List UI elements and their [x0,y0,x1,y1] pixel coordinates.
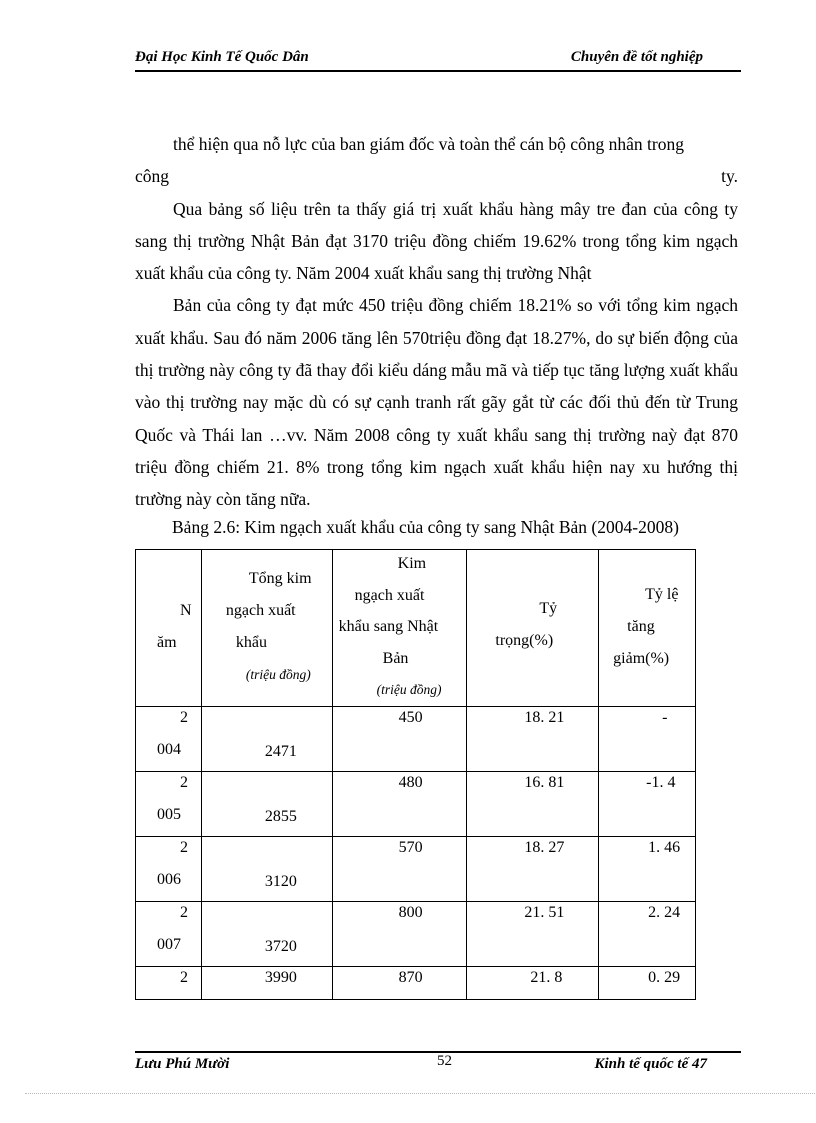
header-japan-line-1: Kim [397,555,427,572]
header-rule [135,70,741,72]
header-japan-line-2: ngạch xuất [354,587,425,604]
footer-author: Lưu Phú Mười [135,1056,230,1072]
paragraph-1-line-2 [135,160,738,192]
table-header-row [136,550,696,707]
cell-total [201,837,332,902]
cell-share [467,837,599,902]
cell-year [136,967,202,1000]
total-value: 2471 [264,743,297,760]
cell-year [136,902,202,967]
header-university: Đại Học Kinh Tế Quốc Dân [135,49,309,65]
paragraph-1-word-right: ty. [721,166,738,187]
cell-year [136,837,202,902]
table-row [136,902,696,967]
year-line-1: 2 [180,969,188,986]
paragraph-1-word-left: công [135,166,170,187]
header-total-line-3: khẩu [235,634,267,651]
cell-total [201,967,332,1000]
header-change [599,550,696,707]
cell-share [467,772,599,837]
japan-value: 450 [398,709,423,726]
header-change-line-3: giảm(%) [613,650,670,667]
year-line-1: 2 [180,774,188,791]
header-change-line-1: Tỷ lệ [645,586,679,603]
change-value: - [662,709,668,726]
total-value: 3120 [264,873,297,890]
paragraph-1-line-1: thể hiện qua nỗ lực của ban giám đốc và toàn thể cán bộ công nhân trong [173,134,684,154]
header-share [467,550,599,707]
header-japan-line-4: Bản [382,650,409,667]
footer-class: Kinh tế quốc tế 47 [594,1056,707,1072]
change-value: 1. 46 [648,839,681,856]
page-number: 52 [437,1053,452,1069]
header-japan-line-3: khẩu sang Nhật [338,618,439,635]
share-value: 18. 21 [524,709,565,726]
header-total-line-1: Tổng kim [248,570,312,587]
cell-share [467,707,599,772]
cell-share [467,967,599,1000]
year-line-2: 005 [157,806,181,823]
table-row [136,707,696,772]
cell-total [201,772,332,837]
page-header [135,49,740,69]
cell-year [136,707,202,772]
year-line-2: 004 [157,741,181,758]
page-bottom-edge [25,1093,815,1094]
cell-change [599,902,696,967]
total-value: 2855 [264,808,297,825]
header-share-line-2: trọng(%) [495,632,554,649]
cell-year [136,772,202,837]
table-caption: Bảng 2.6: Kim ngạch xuất khẩu của công ty sang Nhật Bản (2004-2008) [172,517,679,537]
year-line-1: 2 [180,839,188,856]
cell-total [201,902,332,967]
change-value: 0. 29 [648,969,681,986]
cell-japan [332,837,467,902]
export-table [135,549,696,1000]
table-row [136,837,696,902]
paragraph-3: Bản của công ty đạt mức 450 triệu đồng chiếm 18.21% so với tổng kim ngạch xuất khẩu. Sau đó năm 2006 tăng lên 570triệu đồng đạt 18.27%, do sự biến động của thị trường này công ty đã thay đổi kiểu dáng mẫu mã và tiếp tục tăng lượng xuất khẩu vào thị trường nay mặc dù có sự cạnh tranh rất gãy gắt từ các đối thủ đến từ Trung Quốc và Thái lan …vv. Năm 2008 công ty xuất khẩu sang thị trường naỳ đạt 870 triệu đồng chiếm 21. 8% trong tổng kim ngạch xuất khẩu hiện nay xu hướng thị trường này còn tăng nữa. [135,295,738,510]
year-line-1: 2 [180,709,188,726]
japan-value: 800 [398,904,423,921]
japan-value: 870 [398,969,423,986]
cell-change [599,837,696,902]
cell-change [599,772,696,837]
header-thesis-title: Chuyên đề tốt nghiệp [570,49,703,65]
cell-change [599,967,696,1000]
header-total-line-2: ngạch xuất [225,602,296,619]
cell-share [467,902,599,967]
table-row [136,967,696,1000]
table-row [136,772,696,837]
header-year [136,550,202,707]
japan-value: 570 [398,839,423,856]
cell-change [599,707,696,772]
header-total-unit: (triệu đồng) [245,667,311,682]
cell-japan [332,902,467,967]
year-line-1: 2 [180,904,188,921]
change-value: -1. 4 [646,774,676,791]
year-line-2: 007 [157,936,181,953]
share-value: 16. 81 [524,774,565,791]
cell-total [201,707,332,772]
japan-value: 480 [398,774,423,791]
cell-japan [332,967,467,1000]
share-value: 21. 51 [524,904,565,921]
paragraph-2: Qua bảng số liệu trên ta thấy giá trị xuất khẩu hàng mây tre đan của công ty sang thị trường Nhật Bản đạt 3170 triệu đồng chiếm 19.62% trong tổng kim ngạch xuất khẩu của công ty. Năm 2004 xuất khẩu sang thị trường Nhật [135,198,738,284]
total-value: 3720 [264,938,297,955]
change-value: 2. 24 [648,904,681,921]
share-value: 18. 27 [524,839,565,856]
header-year-line-2: ăm [157,634,177,651]
header-year-line-1: N [180,602,192,619]
header-share-line-1: Tỷ [539,600,558,617]
total-value: 3990 [264,969,297,986]
share-value: 21. 8 [530,969,563,986]
header-japan-unit: (triệu đồng) [376,682,442,697]
header-japan [332,550,467,707]
header-total [201,550,332,707]
year-line-2: 006 [157,871,181,888]
cell-japan [332,772,467,837]
header-change-line-2: tăng [627,618,655,635]
cell-japan [332,707,467,772]
body-text [135,128,738,516]
